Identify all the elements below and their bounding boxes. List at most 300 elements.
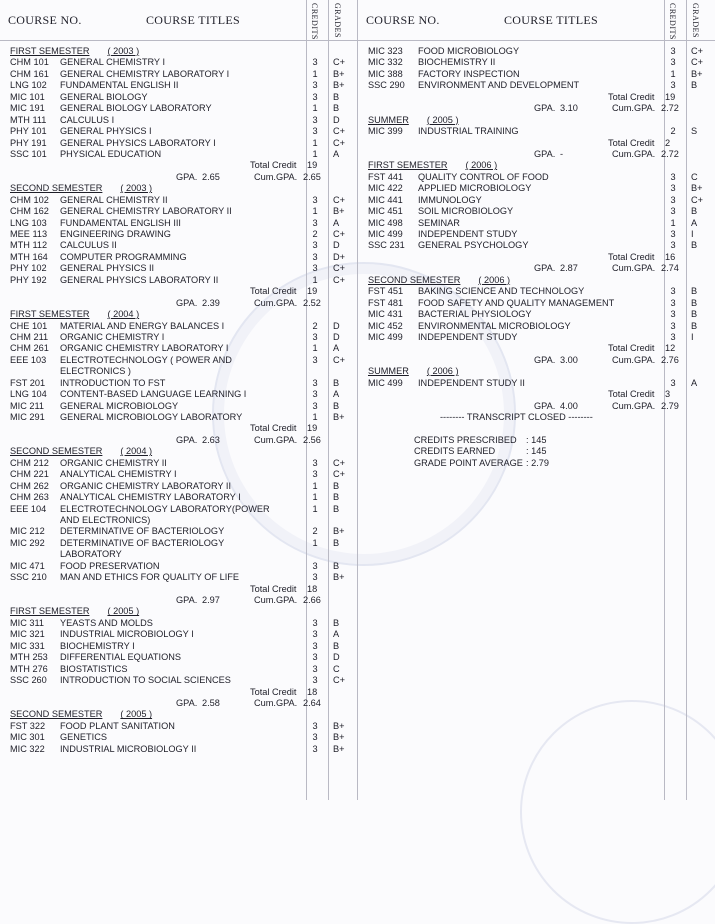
total-credit-row (358, 343, 715, 354)
course-code: EEE 104 (10, 503, 47, 514)
semester-heading (358, 160, 715, 171)
course-row (358, 126, 715, 137)
course-grade: B (691, 297, 698, 308)
course-row (358, 206, 715, 217)
course-title: SEMINAR (418, 217, 460, 228)
course-title: GENERAL CHEMISTRY LABORATORY II (60, 206, 232, 217)
course-row (0, 538, 357, 561)
course-code: FST 481 (368, 297, 404, 308)
total-credit-label: Total Credit (250, 286, 297, 297)
course-title: GENERAL PHYSICS LABORATORY I (60, 137, 216, 148)
course-title: MATERIAL AND ENERGY BALANCES I (60, 320, 225, 331)
course-grade: D (333, 652, 340, 663)
total-credit-label: Total Credit (250, 160, 297, 171)
course-titles-heading: COURSE TITLES (146, 13, 241, 27)
course-code: MIC 422 (368, 183, 403, 194)
course-grade: B+ (333, 572, 345, 583)
course-code: CHM 162 (10, 206, 49, 217)
semester-name: SECOND SEMESTER (10, 446, 103, 457)
course-title: GENETICS (60, 732, 107, 743)
course-code: CHM 211 (10, 331, 49, 342)
course-row (0, 732, 357, 743)
total-credit-value: 19 (307, 160, 318, 171)
total-credit-row (0, 687, 357, 698)
course-row (0, 195, 357, 206)
course-title: ORGANIC CHEMISTRY LABORATORY I (60, 343, 229, 354)
course-row (0, 332, 357, 343)
semester-name: FIRST SEMESTER (368, 160, 448, 171)
total-credit-label: Total Credit (250, 583, 297, 594)
gpa-value: - (560, 148, 564, 159)
total-credit-row (0, 423, 357, 434)
semester-year: ( 2005 ) (426, 114, 459, 125)
course-code: MIC 399 (368, 126, 403, 137)
course-code: MIC 101 (10, 91, 45, 102)
course-grade: B (333, 617, 340, 628)
course-code: PHY 192 (10, 274, 47, 285)
gpa-row (358, 103, 715, 114)
course-code: PHY 191 (10, 137, 47, 148)
total-credit-label: Total Credit (608, 137, 655, 148)
course-credit: 3 (670, 240, 676, 251)
gpa-value: 2.63 (202, 434, 220, 445)
cum-gpa-label: Cum.GPA. (254, 171, 298, 182)
gpa-value: 2.65 (202, 171, 220, 182)
course-row (358, 378, 715, 389)
course-title: BIOCHEMISTRY II (418, 57, 496, 68)
course-code: CHM 101 (10, 57, 49, 68)
course-credit: 3 (670, 229, 676, 239)
gpa-label: GPA. (176, 595, 198, 606)
semester-label (0, 183, 152, 193)
course-credit: 1 (312, 537, 318, 548)
course-row (358, 229, 715, 240)
summary-row (358, 458, 715, 469)
course-credit: 2 (312, 320, 318, 331)
course-credit: 3 (312, 640, 318, 651)
course-credit: 1 (670, 68, 676, 79)
cum-gpa-value: 2.56 (303, 434, 321, 445)
semester-name: SUMMER (368, 366, 409, 377)
course-credit: 3 (670, 377, 676, 388)
course-grade: B (333, 91, 340, 102)
course-grade: C+ (333, 675, 346, 686)
course-grade: I (691, 331, 694, 342)
course-credit: 3 (670, 183, 676, 194)
course-title: FUNDAMENTAL ENGLISH III (60, 217, 181, 228)
semester-heading (358, 275, 715, 286)
course-code: MIC 311 (10, 617, 45, 628)
column-header (0, 0, 357, 41)
course-grade: B (333, 503, 340, 514)
course-grade: B+ (691, 183, 703, 194)
course-row (358, 57, 715, 68)
course-title: FOOD MICROBIOLOGY (418, 46, 520, 56)
semester-heading (0, 446, 357, 457)
cum-gpa-label: Cum.GPA. (612, 400, 656, 411)
course-row (0, 618, 357, 629)
course-row (0, 126, 357, 137)
course-code: FST 201 (10, 377, 46, 388)
course-title: INTRODUCTION TO SOCIAL SCIENCES (60, 675, 231, 686)
gpa-label: GPA. (534, 148, 556, 159)
cum-gpa-label: Cum.GPA. (254, 434, 298, 445)
total-credit-row (358, 92, 715, 103)
course-code: MIC 451 (368, 206, 403, 217)
total-credit-value: 19 (665, 91, 676, 102)
course-credit: 2 (312, 229, 318, 239)
semester-year: ( 2006 ) (478, 274, 511, 285)
course-title: FOOD PRESERVATION (60, 560, 160, 571)
course-row (0, 469, 357, 480)
course-grade: C+ (691, 46, 704, 56)
course-code: SSC 290 (368, 80, 405, 91)
course-title: GENERAL PHYSICS I (60, 126, 152, 137)
course-row (0, 115, 357, 126)
cum-gpa-label: Cum.GPA. (612, 354, 656, 365)
course-grade: S (691, 126, 698, 137)
semester-name: SUMMER (368, 114, 409, 125)
total-credit-row (358, 252, 715, 263)
course-title: ANALYTICAL CHEMISTRY I (60, 469, 177, 480)
course-row (0, 252, 357, 263)
course-row (0, 92, 357, 103)
course-grade: B+ (333, 732, 345, 743)
course-title: INDEPENDENT STUDY II (418, 377, 525, 388)
course-grade: B+ (333, 412, 345, 423)
course-code: MTH 276 (10, 663, 48, 674)
course-row (0, 652, 357, 663)
cum-gpa-label: Cum.GPA. (612, 148, 656, 159)
semester-name: FIRST SEMESTER (10, 46, 90, 56)
course-code: MIC 301 (10, 732, 45, 743)
gpa-row (0, 298, 357, 309)
semester-heading (0, 606, 357, 617)
cum-gpa-value: 2.64 (303, 697, 321, 708)
course-code: MIC 322 (10, 743, 45, 754)
summary-row (358, 446, 715, 457)
course-title: FOOD PLANT SANITATION (60, 720, 175, 731)
course-credit: 3 (312, 354, 318, 365)
course-grade: B (691, 286, 698, 297)
course-title: GENERAL PHYSICS II (60, 263, 155, 274)
course-code: MIC 499 (368, 377, 403, 388)
course-grade: B (333, 537, 340, 548)
cum-gpa-label: Cum.GPA. (254, 697, 298, 708)
course-row (0, 69, 357, 80)
gpa-row (358, 149, 715, 160)
cum-gpa-value: 2.72 (661, 148, 679, 159)
course-title: SOIL MICROBIOLOGY (418, 206, 514, 217)
cum-gpa-value: 2.79 (661, 400, 679, 411)
total-credit-label: Total Credit (608, 343, 655, 354)
transcript-closed-row (358, 412, 715, 423)
course-credit: 3 (670, 286, 676, 297)
course-row (358, 172, 715, 183)
course-title: FUNDAMENTAL ENGLISH II (60, 80, 179, 91)
gpa-value: 4.00 (560, 400, 578, 411)
course-code: LNG 103 (10, 217, 47, 228)
total-credit-label: Total Credit (608, 251, 655, 262)
course-grade: A (691, 377, 698, 388)
cum-gpa-value: 2.74 (661, 263, 679, 274)
course-code: CHM 263 (10, 492, 49, 503)
gpa-row (0, 435, 357, 446)
course-title: INDEPENDENT STUDY (418, 331, 518, 342)
course-title: ELECTROTECHNOLOGY ( POWER AND ELECTRONICS ) (60, 354, 232, 377)
course-title: DIFFERENTIAL EQUATIONS (60, 652, 181, 663)
course-grade: C+ (333, 263, 346, 274)
semester-heading (0, 709, 357, 720)
course-grade: D (333, 320, 340, 331)
semester-label (358, 160, 497, 170)
summary-value: : 145 (526, 446, 547, 457)
course-row (0, 561, 357, 572)
course-credit: 3 (312, 663, 318, 674)
grades-heading: GRADES (691, 3, 700, 39)
gpa-value: 3.10 (560, 103, 578, 114)
summary-value: : 2.79 (526, 457, 549, 468)
course-row (0, 481, 357, 492)
course-credit: 3 (312, 732, 318, 743)
blank-row (358, 423, 715, 434)
gpa-label: GPA. (534, 103, 556, 114)
total-credit-row (358, 138, 715, 149)
total-credit-label: Total Credit (250, 423, 297, 434)
course-credit: 3 (670, 309, 676, 320)
course-grade: D (333, 114, 340, 125)
course-credit: 3 (312, 572, 318, 583)
course-credit: 3 (312, 675, 318, 686)
semester-label (0, 309, 139, 319)
course-row (0, 80, 357, 91)
course-code: MIC 431 (368, 309, 403, 320)
transcript-closed-text: -------- TRANSCRIPT CLOSED -------- (440, 412, 593, 422)
course-title: DETERMINATIVE OF BACTERIOLOGY (60, 526, 225, 537)
cum-gpa-label: Cum.GPA. (612, 263, 656, 274)
course-row (358, 80, 715, 91)
course-grade: C+ (333, 57, 346, 68)
course-code: PHY 101 (10, 126, 47, 137)
course-code: MIC 471 (10, 560, 45, 571)
course-credit: 1 (312, 343, 318, 354)
course-title: PHYSICAL EDUCATION (60, 148, 162, 159)
total-credit-row (358, 389, 715, 400)
course-credit: 3 (670, 194, 676, 205)
course-grade: B+ (333, 743, 345, 754)
course-title: GENERAL MICROBIOLOGY (60, 400, 179, 411)
course-credit: 3 (312, 457, 318, 468)
cum-gpa-label: Cum.GPA. (254, 595, 298, 606)
course-title: COMPUTER PROGRAMMING (60, 251, 187, 262)
course-credit: 2 (670, 126, 676, 137)
course-title: GENERAL CHEMISTRY II (60, 194, 168, 205)
course-code: MTH 112 (10, 240, 48, 251)
course-credit: 3 (670, 331, 676, 342)
course-row (0, 458, 357, 469)
course-code: CHM 212 (10, 457, 49, 468)
course-grade: B+ (333, 526, 345, 537)
course-title: IMMUNOLOGY (418, 194, 482, 205)
grades-heading: GRADES (333, 3, 342, 39)
course-credit: 1 (312, 274, 318, 285)
gpa-row (358, 401, 715, 412)
course-row (358, 46, 715, 57)
gpa-label: GPA. (176, 297, 198, 308)
course-code: MIC 323 (368, 46, 403, 56)
course-title: BAKING SCIENCE AND TECHNOLOGY (418, 286, 585, 297)
course-grade: C+ (333, 469, 346, 480)
course-title: INTRODUCTION TO FST (60, 377, 166, 388)
course-grade: B (333, 103, 340, 114)
course-row (0, 206, 357, 217)
course-grade: B+ (333, 720, 345, 731)
total-credit-value: 19 (307, 286, 318, 297)
course-credit: 1 (312, 137, 318, 148)
course-grade: B+ (333, 80, 345, 91)
course-title: INDUSTRIAL MICROBIOLOGY I (60, 629, 194, 640)
cum-gpa-label: Cum.GPA. (612, 103, 656, 114)
course-credit: 1 (670, 217, 676, 228)
course-row (0, 218, 357, 229)
course-grade: D (333, 240, 340, 251)
course-code: MIC 321 (10, 629, 45, 640)
gpa-row (358, 355, 715, 366)
summary-value: : 145 (526, 434, 547, 445)
course-credit: 1 (312, 480, 318, 491)
course-grade: D (333, 331, 340, 342)
course-code: MIC 498 (368, 217, 403, 228)
course-grade: D+ (333, 251, 346, 262)
course-grade: C+ (333, 194, 346, 205)
course-row (0, 355, 357, 378)
gpa-row (358, 263, 715, 274)
semester-heading (0, 46, 357, 57)
course-title: BACTERIAL PHYSIOLOGY (418, 309, 532, 320)
course-code: MIC 212 (10, 526, 45, 537)
course-row (358, 195, 715, 206)
transcript-left-column (0, 0, 358, 800)
course-credit: 3 (312, 263, 318, 274)
course-code: PHY 102 (10, 263, 47, 274)
course-title: FOOD SAFETY AND QUALITY MANAGEMENT (418, 297, 615, 308)
course-title: GENERAL CHEMISTRY I (60, 57, 166, 68)
total-credit-value: 3 (665, 389, 671, 400)
course-code: SSC 231 (368, 240, 405, 251)
course-row (0, 572, 357, 583)
course-row (358, 298, 715, 309)
course-row (0, 675, 357, 686)
course-row (0, 504, 357, 527)
summary-label: CREDITS EARNED (414, 446, 496, 457)
course-row (0, 275, 357, 286)
course-row (0, 138, 357, 149)
gpa-value: 2.58 (202, 697, 220, 708)
course-title: ORGANIC CHEMISTRY II (60, 457, 167, 468)
course-row (358, 218, 715, 229)
semester-year: ( 2006 ) (465, 160, 498, 171)
course-credit: 1 (312, 103, 318, 114)
course-row (0, 412, 357, 423)
course-row (0, 629, 357, 640)
course-row (0, 343, 357, 354)
course-grade: A (333, 217, 340, 228)
semester-name: SECOND SEMESTER (368, 274, 461, 285)
course-code: SSC 210 (10, 572, 47, 583)
course-grade: C+ (333, 229, 346, 239)
course-title: QUALITY CONTROL OF FOOD (418, 171, 549, 182)
course-credit: 1 (312, 68, 318, 79)
cum-gpa-value: 2.65 (303, 171, 321, 182)
course-credit: 3 (312, 377, 318, 388)
semester-name: SECOND SEMESTER (10, 183, 103, 194)
course-title: INDEPENDENT STUDY (418, 229, 518, 239)
course-grade: C+ (333, 274, 346, 285)
course-title: CONTENT-BASED LANGUAGE LEARNING I (60, 389, 247, 400)
course-credit: 3 (312, 91, 318, 102)
total-credit-value: 16 (665, 251, 676, 262)
total-credit-row (0, 286, 357, 297)
course-grade: B+ (691, 68, 703, 79)
course-code: MIC 388 (368, 68, 403, 79)
course-row (358, 332, 715, 343)
course-credit: 3 (670, 46, 676, 56)
course-grade: B (333, 640, 340, 651)
course-no-heading: COURSE NO. (8, 13, 82, 27)
course-grade: C+ (333, 457, 346, 468)
semester-label (0, 709, 152, 719)
semester-label (358, 275, 510, 285)
total-credit-label: Total Credit (608, 91, 655, 102)
course-code: MIC 499 (368, 331, 403, 342)
course-credit: 3 (312, 240, 318, 251)
credits-heading: CREDITS (668, 3, 677, 40)
course-code: CHM 221 (10, 469, 49, 480)
course-credit: 3 (670, 206, 676, 217)
left-entries (0, 46, 357, 755)
course-title: INDUSTRIAL TRAINING (418, 126, 519, 137)
course-row (358, 286, 715, 297)
total-credit-value: 2 (665, 137, 671, 148)
semester-label (0, 606, 139, 616)
course-credit: 2 (312, 526, 318, 537)
course-grade: B (333, 377, 340, 388)
credits-heading: CREDITS (310, 3, 319, 40)
course-grade: B (333, 400, 340, 411)
gpa-label: GPA. (176, 697, 198, 708)
course-credit: 3 (312, 617, 318, 628)
gpa-label: GPA. (534, 400, 556, 411)
course-code: CHM 262 (10, 480, 49, 491)
semester-year: ( 2006 ) (426, 366, 459, 377)
semester-heading (358, 115, 715, 126)
semester-heading (358, 366, 715, 377)
summary-row (358, 435, 715, 446)
semester-label (358, 366, 459, 376)
course-code: MEE 113 (10, 229, 48, 239)
gpa-row (0, 172, 357, 183)
total-credit-value: 19 (307, 423, 318, 434)
course-code: MIC 191 (10, 103, 45, 114)
course-title: APPLIED MICROBIOLOGY (418, 183, 532, 194)
course-row (0, 744, 357, 755)
course-grade: B (691, 309, 698, 320)
total-credit-value: 18 (307, 583, 318, 594)
course-credit: 3 (312, 720, 318, 731)
course-code: MIC 331 (10, 640, 45, 651)
course-code: MIC 452 (368, 320, 403, 331)
course-code: MIC 499 (368, 229, 403, 239)
